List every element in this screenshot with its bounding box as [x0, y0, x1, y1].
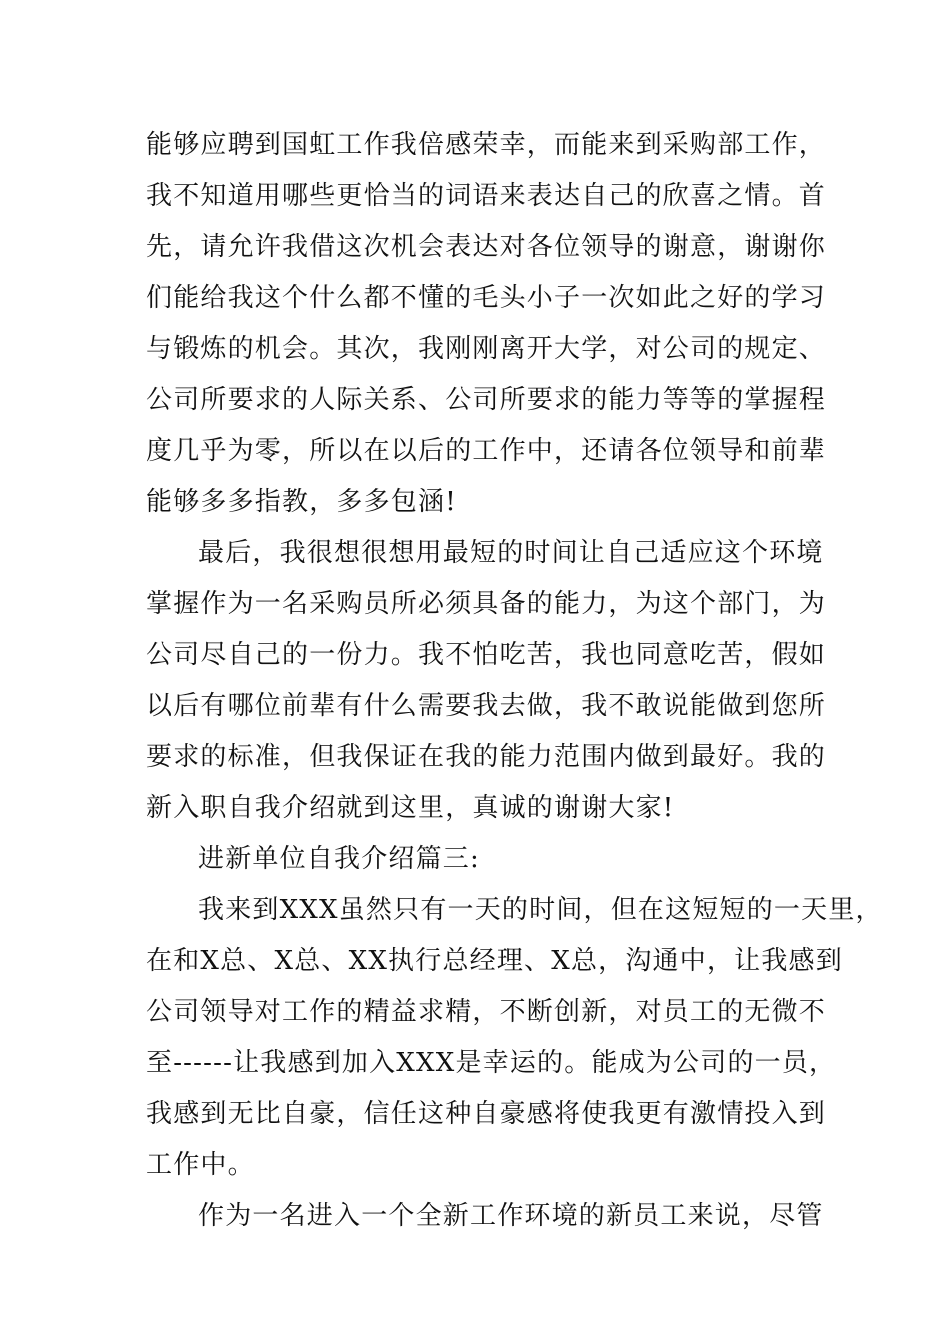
text-line: 最后，我很想很想用最短的时间让自己适应这个环境	[198, 538, 824, 568]
text-line: 以后有哪位前辈有什么需要我去做，我不敢说能做到您所	[146, 691, 827, 721]
text-line: 们能给我这个什么都不懂的毛头小子一次如此之好的学习	[146, 283, 827, 313]
text-line: 新入职自我介绍就到这里，真诚的谢谢大家!	[146, 793, 675, 823]
text-line: 公司所要求的人际关系、公司所要求的能力等等的掌握程	[146, 385, 827, 415]
text-line: 能够应聘到国虹工作我倍感荣幸，而能来到采购部工作，	[146, 130, 827, 160]
section-heading: 进新单位自我介绍篇三:	[198, 844, 480, 874]
text-line: 掌握作为一名采购员所必须具备的能力，为这个部门，为	[146, 589, 827, 619]
text-line: 公司领导对工作的精益求精，不断创新，对员工的无微不	[146, 997, 827, 1027]
text-line: 要求的标准，但我保证在我的能力范围内做到最好。我的	[146, 742, 827, 772]
text-line: 与锻炼的机会。其次，我刚刚离开大学，对公司的规定、	[146, 334, 827, 364]
text-line: 能够多多指教，多多包涵!	[146, 487, 457, 517]
text-line: 先，请允许我借这次机会表达对各位领导的谢意，谢谢你	[146, 232, 827, 262]
text-line: 工作中。	[146, 1150, 255, 1180]
text-line: 我感到无比自豪，信任这种自豪感将使我更有激情投入到	[146, 1099, 827, 1129]
text-line: 在和X总、X总、XX执行总经理、X总，沟通中，让我感到	[146, 946, 843, 976]
text-line: 我来到XXX虽然只有一天的时间，但在这短短的一天里，	[198, 895, 883, 925]
text-line: 度几乎为零，所以在以后的工作中，还请各位领导和前辈	[146, 436, 827, 466]
text-line: 我不知道用哪些更恰当的词语来表达自己的欣喜之情。首	[146, 181, 827, 211]
body-text	[146, 120, 883, 1242]
text-line: 至------让我感到加入XXX是幸运的。能成为公司的一员，	[146, 1048, 837, 1078]
text-line: 作为一名进入一个全新工作环境的新员工来说，尽管	[198, 1201, 824, 1231]
text-line: 公司尽自己的一份力。我不怕吃苦，我也同意吃苦，假如	[146, 640, 827, 670]
